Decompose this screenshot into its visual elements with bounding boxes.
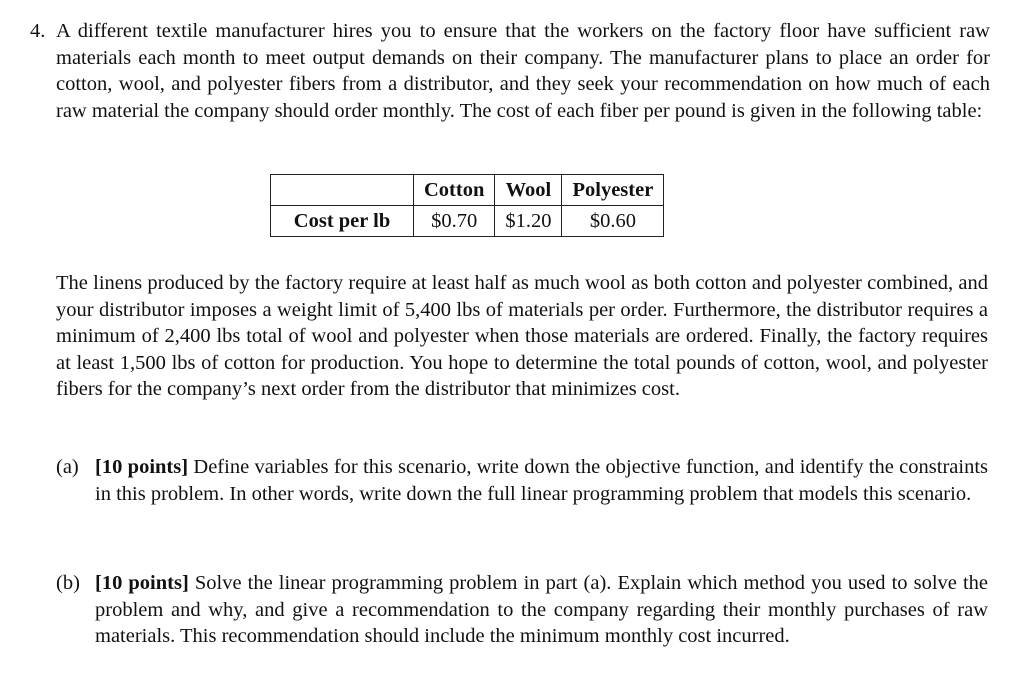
- part-b-label: (b): [56, 572, 80, 594]
- problem-intro-block: [30, 18, 990, 124]
- part-b-body: [95, 570, 988, 650]
- cost-table-wrap: [270, 174, 664, 237]
- cost-table-header-wool: Wool: [495, 175, 562, 206]
- cost-table-row-label: Cost per lb: [271, 206, 414, 237]
- part-a: [56, 454, 988, 507]
- problem-intro: [56, 18, 990, 124]
- cost-table-header-row: [271, 175, 664, 206]
- part-a-label: (a): [56, 456, 79, 478]
- part-b-text: Solve the linear programming problem in part (a). Explain which method you used to solve the problem and why, and give a recommendation to the company regarding their monthly purchases of raw materials. This recommendation should include the minimum monthly cost incurred.: [95, 572, 988, 647]
- cost-table-cell-wool: $1.20: [495, 206, 562, 237]
- part-a-text: Define variables for this scenario, write down the objective function, and identify the constraints in this problem. In other words, write down the full linear programming problem that models this scenario.: [95, 456, 988, 505]
- cost-table: [270, 174, 664, 237]
- part-a-body: [95, 454, 988, 507]
- cost-table-cell-polyester: $0.60: [562, 206, 664, 237]
- part-b-points: [10 points]: [95, 572, 189, 594]
- cost-table-corner: [271, 175, 414, 206]
- problem-number: 4.: [30, 20, 46, 42]
- cost-table-cell-cotton: $0.70: [414, 206, 495, 237]
- problem-intro-text: A different textile manufacturer hires you to ensure that the workers on the factory floor have sufficient raw materials each month to meet output demands on their company. The manufacturer plans to place an order for cotton, wool, and polyester fibers from a distributor, and they seek your recommendation on how much of each raw material the company should order monthly. The cost of each fiber per pound is given in the following table:: [56, 20, 990, 122]
- cost-table-header-cotton: Cotton: [414, 175, 495, 206]
- cost-table-row: [271, 206, 664, 237]
- part-a-points: [10 points]: [95, 456, 189, 478]
- problem-details: The linens produced by the factory require at least half as much wool as both cotton and polyester combined, and your distributor imposes a weight limit of 5,400 lbs of materials per order. Furthermore, the distributor requires a minimum of 2,400 lbs total of wool and polyester when those materials are ordered. Finally, the factory requires at least 1,500 lbs of cotton for production. You hope to determine the total pounds of cotton, wool, and polyester fibers for the company’s next order from the distributor that minimizes cost.: [56, 272, 988, 400]
- part-b: [56, 570, 988, 650]
- cost-table-header-polyester: Polyester: [562, 175, 664, 206]
